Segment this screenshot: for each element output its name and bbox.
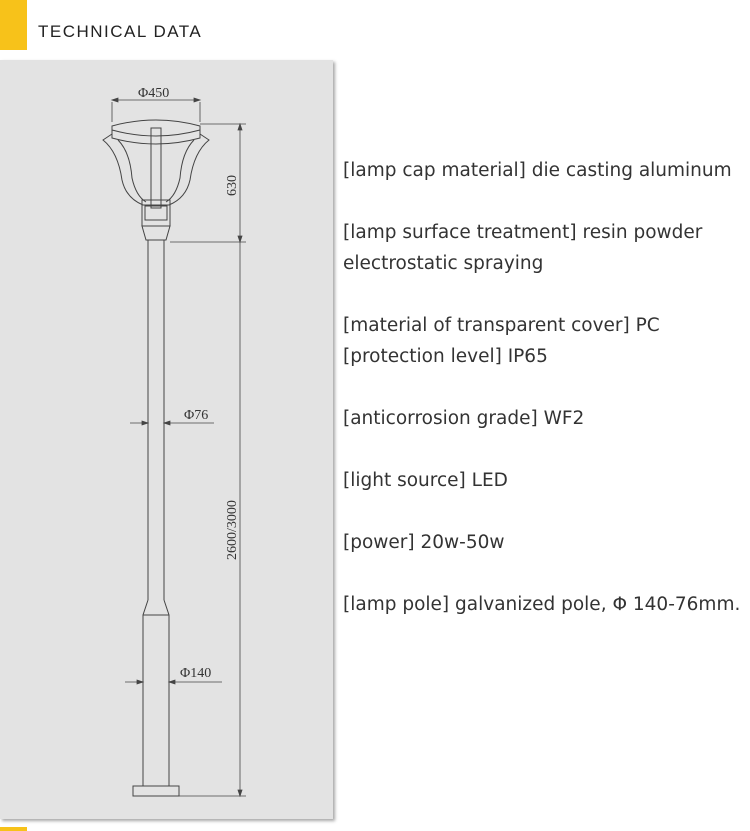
- spec-item: [343, 527, 748, 558]
- spec-item: [343, 465, 748, 496]
- spec-line: [light source] LED: [343, 470, 508, 491]
- dim-head-height: 630: [225, 175, 240, 196]
- spec-line: [lamp pole] galvanized pole, Φ 140-76mm.: [343, 594, 741, 615]
- footer-accent-bar: [0, 827, 27, 831]
- spec-line: [material of transparent cover] PC: [343, 315, 660, 336]
- technical-drawing-panel: [0, 60, 333, 819]
- dimension-lines: [112, 98, 246, 796]
- dim-pole-base: Φ140: [180, 666, 212, 681]
- page-title: TECHNICAL DATA: [38, 22, 203, 41]
- header-accent-bar: [0, 0, 27, 50]
- spec-item: [343, 589, 748, 620]
- spec-line: [protection level] IP65: [343, 346, 548, 367]
- spec-item: [343, 403, 748, 434]
- spec-line: electrostatic spraying: [343, 253, 544, 274]
- spec-line: [lamp surface treatment] resin powder: [343, 222, 703, 243]
- spec-line: [lamp cap material] die casting aluminum: [343, 160, 732, 181]
- lamp-head-shape: [103, 120, 209, 240]
- spec-list: [343, 155, 748, 651]
- spec-item: [343, 155, 748, 186]
- dim-pole-top: Φ76: [184, 408, 209, 423]
- spec-line: [anticorrosion grade] WF2: [343, 408, 585, 429]
- spec-item: [343, 310, 748, 372]
- spec-item: [343, 217, 748, 279]
- dim-pole-height: 2600/3000: [225, 500, 240, 560]
- spec-line: [power] 20w-50w: [343, 532, 505, 553]
- dim-head-width: Φ450: [138, 86, 170, 101]
- lamp-post-drawing: [0, 60, 333, 819]
- lamp-pole-shape: [133, 240, 179, 796]
